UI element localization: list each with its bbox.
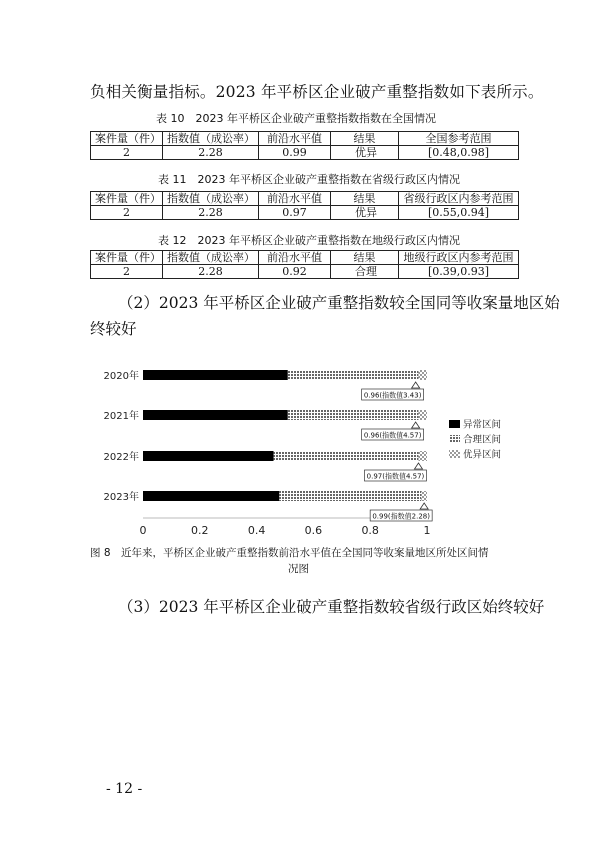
bar-segment	[143, 370, 288, 380]
table-10-caption: 表 10 2023 年平桥区企业破产重整指数指数在全国情况	[156, 112, 436, 125]
table-11	[90, 191, 519, 220]
bar-segment	[143, 451, 274, 461]
header-cell: 案件量（件）	[91, 132, 163, 146]
bar-segment	[143, 491, 279, 501]
table-cell: 优异	[331, 206, 399, 220]
figure-caption: 图 8 近年来，平桥区企业破产重整指数前沿水平值在全国同等收案量地区所处区间情	[90, 547, 489, 559]
table-cell: 优异	[331, 146, 399, 160]
bar-segment	[288, 370, 419, 380]
header-cell: 结果	[331, 192, 399, 206]
table-cell: 2	[91, 265, 163, 279]
header-cell: 案件量（件）	[91, 251, 163, 265]
x-tick-label: 0	[139, 524, 147, 537]
marker-triangle	[420, 503, 428, 509]
marker-label: 0.99(指数值2.28)	[372, 512, 430, 521]
x-tick-label: 1	[423, 524, 431, 537]
table-cell: [0.55,0.94]	[399, 206, 519, 220]
category-label: 2023年	[103, 492, 139, 503]
range-bar-chart	[0, 350, 600, 540]
legend-swatch	[449, 420, 460, 428]
marker-triangle	[412, 422, 420, 428]
category-label: 2021年	[103, 411, 139, 422]
table-row	[91, 146, 519, 160]
table-row	[91, 206, 519, 220]
table-cell: 2.28	[163, 265, 259, 279]
marker-label: 0.97(指数值4.57)	[366, 472, 425, 481]
table-header-row	[91, 251, 519, 265]
header-cell: 指数值（成讼率）	[163, 192, 259, 206]
header-cell: 前沿水平值	[259, 251, 331, 265]
x-tick-label: 0.4	[247, 524, 266, 537]
table-cell: 2	[91, 206, 163, 220]
legend-label: 异常区间	[463, 419, 502, 431]
table-12	[90, 250, 519, 279]
header-cell: 案件量（件）	[91, 192, 163, 206]
category-label: 2020年	[103, 371, 139, 382]
page-number: - 12 -	[106, 781, 143, 797]
bar-segment	[421, 491, 427, 501]
section-3-heading: （3）2023 年平桥区企业破产重整指数较省级行政区始终较好	[118, 598, 545, 616]
table-header-row	[91, 192, 519, 206]
table-cell: 2.28	[163, 146, 259, 160]
bar-segment	[418, 451, 427, 461]
category-label: 2022年	[103, 452, 139, 463]
legend-label: 合理区间	[463, 434, 502, 446]
bar-segment	[288, 410, 419, 420]
table-cell: 2.28	[163, 206, 259, 220]
legend-label: 优异区间	[463, 449, 502, 461]
table-cell: 0.99	[259, 146, 331, 160]
legend-swatch	[449, 450, 460, 458]
table-cell: 2	[91, 146, 163, 160]
table-cell: 合理	[331, 265, 399, 279]
table-cell: 0.92	[259, 265, 331, 279]
header-cell: 指数值（成讼率）	[163, 251, 259, 265]
bar-segment	[143, 410, 288, 420]
table-row	[91, 265, 519, 279]
header-cell: 省级行政区内参考范围	[399, 192, 519, 206]
section-2-heading-continued: 终较好	[90, 320, 137, 338]
legend-swatch	[449, 435, 460, 443]
x-tick-label: 0.8	[361, 524, 379, 537]
header-cell: 全国参考范围	[399, 132, 519, 146]
marker-triangle	[412, 382, 420, 388]
table-10	[90, 131, 519, 160]
header-cell: 结果	[331, 132, 399, 146]
table-12-caption: 表 12 2023 年平桥区企业破产重整指数在地级行政区内情况	[158, 234, 460, 247]
marker-label: 0.96(指数值3.43)	[363, 391, 422, 400]
table-header-row	[91, 132, 519, 146]
figure-caption-continued: 况图	[288, 563, 309, 575]
bar-segment	[279, 491, 421, 501]
header-cell: 前沿水平值	[259, 132, 331, 146]
marker-label: 0.96(指数值4.57)	[363, 431, 422, 440]
table-11-caption: 表 11 2023 年平桥区企业破产重整指数在省级行政区内情况	[158, 173, 460, 186]
header-cell: 结果	[331, 251, 399, 265]
section-2-heading: （2）2023 年平桥区企业破产重整指数较全国同等收案量地区始	[118, 294, 560, 312]
marker-triangle	[414, 463, 422, 469]
intro-paragraph: 负相关衡量指标。2023 年平桥区企业破产重整指数如下表所示。	[90, 83, 544, 101]
table-cell: 0.97	[259, 206, 331, 220]
table-cell: [0.39,0.93]	[399, 265, 519, 279]
bar-segment	[418, 370, 427, 380]
x-tick-label: 0.6	[304, 524, 323, 537]
header-cell: 指数值（成讼率）	[163, 132, 259, 146]
x-tick-label: 0.2	[191, 524, 209, 537]
bar-segment	[274, 451, 419, 461]
bar-segment	[418, 410, 427, 420]
table-cell: [0.48,0.98]	[399, 146, 519, 160]
header-cell: 地级行政区内参考范围	[399, 251, 519, 265]
header-cell: 前沿水平值	[259, 192, 331, 206]
